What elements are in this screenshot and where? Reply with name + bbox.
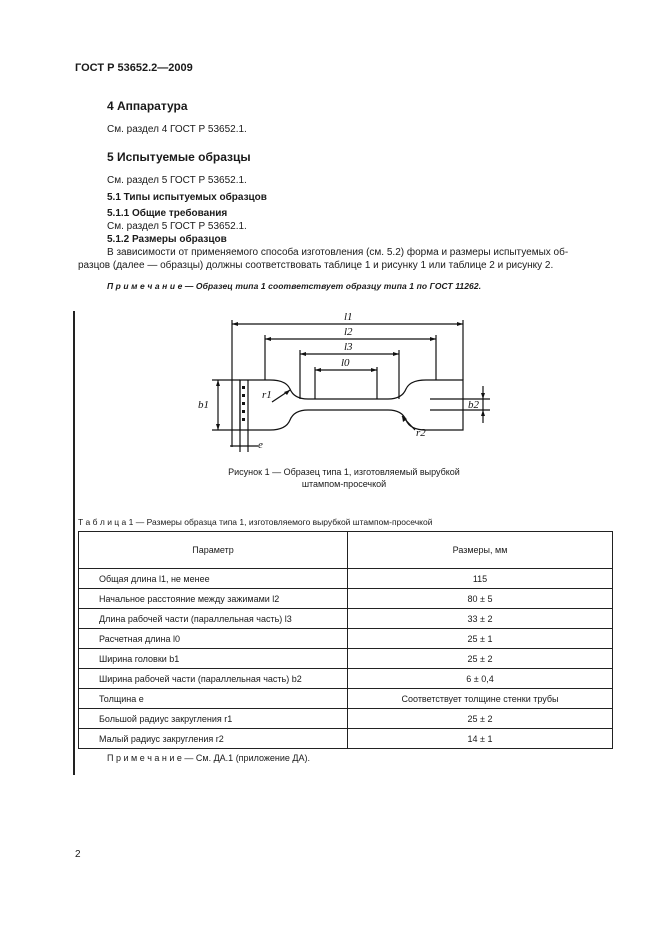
section-5-1-2-title: 5.1.2 Размеры образцов: [107, 234, 227, 245]
label-l0: l0: [341, 357, 350, 369]
column-header-parameter: Параметр: [79, 532, 348, 569]
label-b2: b2: [468, 399, 479, 411]
table-row: [79, 709, 613, 729]
value-cell: 25 ± 2: [348, 649, 613, 669]
table-row: [79, 729, 613, 749]
param-cell: Ширина головки b1: [79, 649, 348, 669]
section-5-1-title: 5.1 Типы испытуемых образцов: [107, 192, 267, 203]
param-cell: Начальное расстояние между зажимами l2: [79, 589, 348, 609]
column-header-size: Размеры, мм: [348, 532, 613, 569]
label-l3: l3: [344, 341, 353, 353]
table-title: Т а б л и ц а 1 — Размеры образца типа 1, изготовляемого вырубкой штампом-просечкой: [78, 517, 433, 527]
section-5-text: См. раздел 5 ГОСТ Р 53652.1.: [107, 175, 247, 186]
param-cell: Расчетная длина l0: [79, 629, 348, 649]
label-b1: b1: [198, 399, 209, 411]
figure-caption-line1: Рисунок 1 — Образец типа 1, изготовляемый вырубкой: [228, 467, 460, 477]
param-cell: Ширина рабочей части (параллельная часть) b2: [79, 669, 348, 689]
section-4-title: 4 Аппаратура: [107, 99, 188, 113]
param-cell: Толщина e: [79, 689, 348, 709]
section-5-1-2-line1: В зависимости от применяемого способа изготовления (см. 5.2) форма и размеры испытуемых об-: [107, 247, 569, 258]
table-row: [79, 569, 613, 589]
section-5-1-1-text: См. раздел 5 ГОСТ Р 53652.1.: [107, 221, 247, 232]
value-cell: 80 ± 5: [348, 589, 613, 609]
label-r1: r1: [262, 389, 272, 401]
value-cell: 6 ± 0,4: [348, 669, 613, 689]
page-number: 2: [75, 849, 81, 860]
section-5-1-1-title: 5.1.1 Общие требования: [107, 208, 228, 219]
table-row: [79, 689, 613, 709]
value-cell: 14 ± 1: [348, 729, 613, 749]
table-row: [79, 629, 613, 649]
change-bar: [73, 311, 75, 775]
value-cell: 25 ± 1: [348, 629, 613, 649]
label-r2: r2: [416, 427, 426, 439]
section-5-1-2-line2: разцов (далее — образцы) должны соответствовать таблице 1 и рисунку 1 или таблице 2 и рисунку 2.: [78, 260, 554, 271]
section-5-title: 5 Испытуемые образцы: [107, 150, 251, 164]
param-cell: Общая длина l1, не менее: [79, 569, 348, 589]
value-cell: 25 ± 2: [348, 709, 613, 729]
label-l2: l2: [344, 326, 353, 338]
document-header: ГОСТ Р 53652.2—2009: [75, 62, 193, 74]
table-row: [79, 589, 613, 609]
label-l1: l1: [344, 311, 353, 323]
param-cell: Длина рабочей части (параллельная часть) l3: [79, 609, 348, 629]
value-cell: 115: [348, 569, 613, 589]
table-row: [79, 649, 613, 669]
table-note: П р и м е ч а н и е — См. ДА.1 (приложение ДА).: [107, 753, 310, 763]
section-5-note: П р и м е ч а н и е — Образец типа 1 соответствует образцу типа 1 по ГОСТ 11262.: [107, 281, 482, 291]
section-4-text: См. раздел 4 ГОСТ Р 53652.1.: [107, 124, 247, 135]
figure-1-drawing: [190, 302, 500, 452]
dimensions-table: [78, 531, 613, 749]
figure-caption-line2: штампом-просечкой: [301, 479, 387, 489]
table-row: [79, 609, 613, 629]
param-cell: Большой радиус закругления r1: [79, 709, 348, 729]
value-cell: 33 ± 2: [348, 609, 613, 629]
param-cell: Малый радиус закругления r2: [79, 729, 348, 749]
label-e: e: [258, 439, 263, 451]
value-cell: Соответствует толщине стенки трубы: [348, 689, 613, 709]
table-header-row: [79, 532, 613, 569]
table-row: [79, 669, 613, 689]
